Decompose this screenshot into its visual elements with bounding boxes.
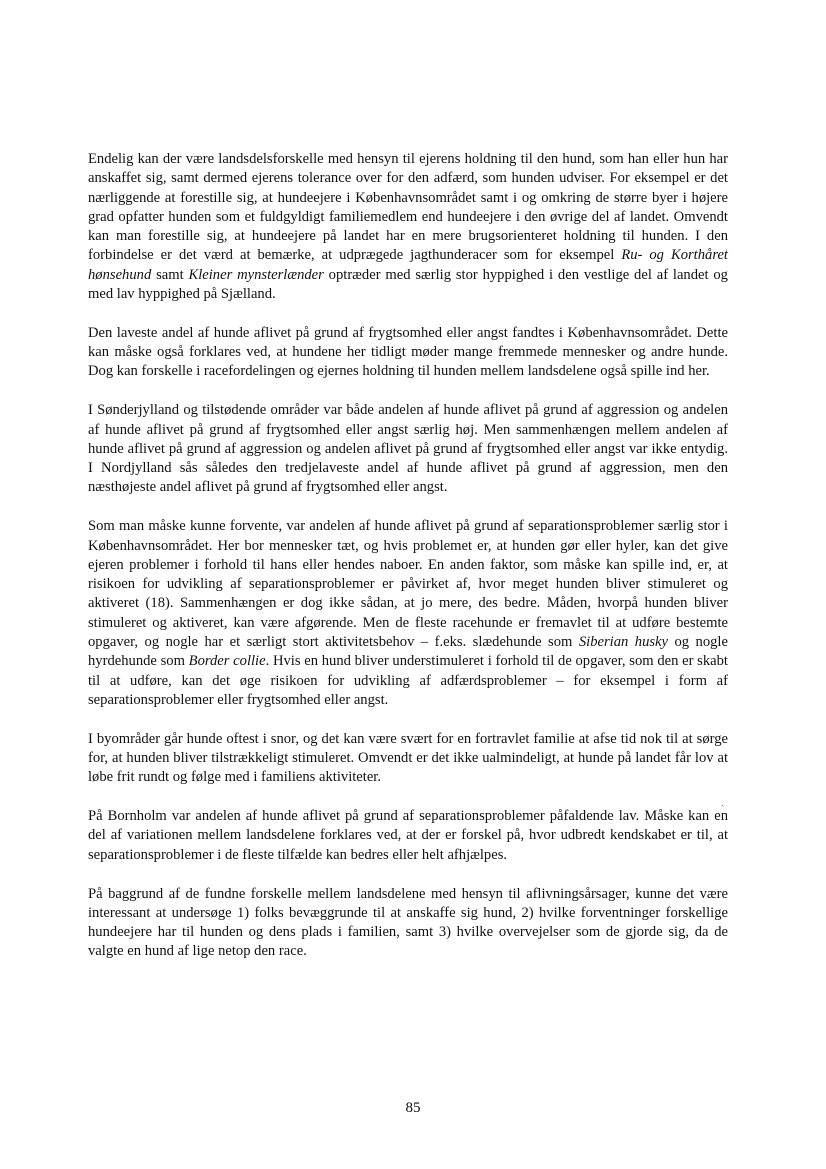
text-run: optræder med særlig stor hyppighed i den vestlige del af landet og med lav hyppighed på Sjælland. <box>88 266 728 303</box>
paragraph-2 <box>88 324 728 382</box>
text-run: Som man måske kunne forvente, var andelen af hunde aflivet på grund af separationsproblemer særlig stor i Københavnsområdet. Her bor mennesker tæt, og hvis problemet er, at hunden gør eller hyler, kan det give ejeren problemer i forhold til hans eller hendes naboer. En anden faktor, som måske kan spille ind, er, at risikoen for udvikling af separationsproblemer er påvirket af, hvor meget hunden bliver stimuleret og aktiveret (18). Sammenhængen er dog ikke sådan, at jo mere, des bedre. Måden, hvorpå hunden bliver stimuleret og aktiveret, kan være afgørende. Men de fleste racehunde er fremavlet til at udføre bestemte opgaver, og nogle har et særligt stort aktivitetsbehov – f.eks. slædehunde som <box>88 518 728 651</box>
text-run: Endelig kan der være landsdelsforskelle med hensyn til ejerens holdning til den hund, som han eller hun har anskaffet sig, samt dermed ejerens tolerance over for den adfærd, som hunden udviser. For eksempel er det nærliggende at forestille sig, at hundeejere i Københavnsområdet samt i og omkring de større byer i højere grad opfatter hunden som et fuldgyldigt familiemedlem end hundeejere i den øvrige del af landet. Omvendt kan man forestille sig, at hundeejere på landet har en mere brugsorienteret holdning til hunden. I den forbindelse er det værd at bemærke, at udprægede jagthunderacer som for eksempel <box>88 151 728 264</box>
stray-mark: ˏ <box>721 796 725 807</box>
italic-term: Kleiner mynsterlænder <box>188 266 324 283</box>
italic-term: Border collie <box>188 653 266 670</box>
paragraph-4 <box>88 517 728 710</box>
text-run: . Hvis en hund bliver understimuleret i forhold til de opgaver, som den er skabt til at udføre, kan det øge risikoen for udvikling af adfærdsproblemer – for eksempel i form af separationsproblemer eller frygtsomhed eller angst. <box>88 653 728 708</box>
italic-term: Ru- og Korthåret hønsehund <box>88 247 728 283</box>
italic-term: Siberian husky <box>578 634 669 651</box>
text-run: Den laveste andel af hunde aflivet på grund af frygtsomhed eller angst fandtes i Københavnsområdet. Dette kan måske også forklares ved, at hundene her tidligt møder mange fremmede mennesker og andre hunde. Dog kan forskelle i racefordelingen og ejernes holdning til hunden mellem landsdelene også spille ind her. <box>88 324 728 380</box>
text-run: I Sønderjylland og tilstødende områder var både andelen af hunde aflivet på grund af aggression og andelen af hunde aflivet på grund af frygtsomhed eller angst særlig høj. Men sammenhængen mellem andelen af hunde aflivet på grund af aggression og andelen aflivet på grund af frygtsomhed eller angst var ikke entydig. I Nordjylland sås således den tredjelaveste andel af hunde aflivet på grund af aggression, men den næsthøjeste andel aflivet på grund af frygtsomhed eller angst. <box>88 402 728 496</box>
paragraph-3 <box>88 401 728 497</box>
body-text <box>88 150 728 962</box>
page-number: 85 <box>405 1100 421 1116</box>
paragraph-5 <box>88 730 728 788</box>
text-run: og nogle hyrdehunde som <box>88 634 728 670</box>
paragraph-7 <box>88 885 728 962</box>
text-run: I byområder går hunde oftest i snor, og det kan være svært for en fortravlet familie at afse tid nok til at sørge for, at hunden bliver tilstrækkeligt stimuleret. Omvendt er det ikke ualmindeligt, at hunde på landet får lov at løbe frit rundt og følge med i familiens aktiviteter. <box>88 730 728 786</box>
paragraph-1 <box>88 150 728 304</box>
text-run: På Bornholm var andelen af hunde aflivet på grund af separationsproblemer påfaldende lav. Måske kan en del af variationen mellem landsdelene forklares ved, at der er forskel på, hvor udbredt kendskabet er til, at separationsproblemer i de fleste tilfælde kan bedres eller helt afhjælpes. <box>88 808 728 863</box>
text-run: samt <box>151 266 189 283</box>
text-run: På baggrund af de fundne forskelle mellem landsdelene med hensyn til aflivningsårsager, kunne det være interessant at undersøge 1) folks bevæggrunde til at anskaffe sig hund, 2) hvilke forventninger forskellige hundeejere har til hunden og dens plads i familien, samt 3) hvilke overvejelser som de gjorde sig, da de valgte en hund af lige netop den race. <box>88 885 728 960</box>
paragraph-6 <box>88 807 728 865</box>
